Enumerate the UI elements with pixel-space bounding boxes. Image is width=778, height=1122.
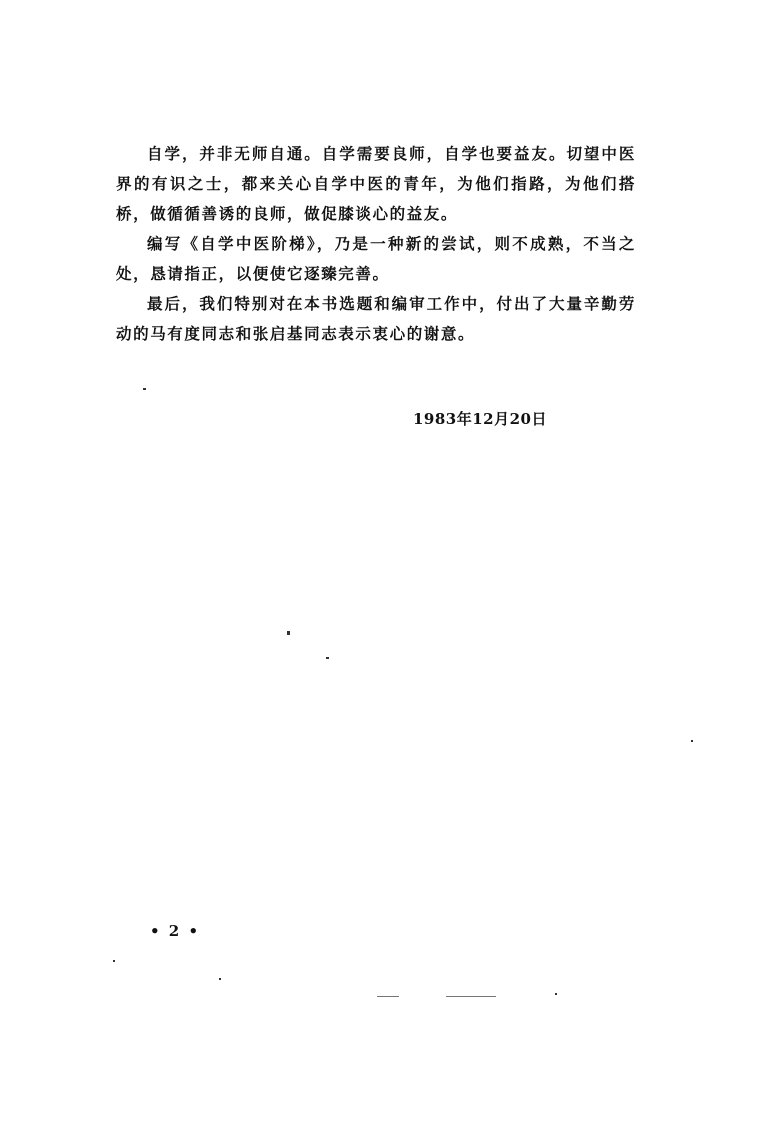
scan-speck bbox=[143, 388, 146, 390]
paragraph-acknowledgement: 最后，我们特别对在本书选题和编审工作中，付出了大量辛勤劳动的马有度同志和张启基同志表示衷心的谢意。 bbox=[116, 294, 636, 343]
scan-speck bbox=[287, 631, 290, 635]
paragraph-self-study: 自学，并非无师自通。自学需要良师，自学也要益友。切望中医界的有识之士，都来关心自学中医的青年，为他们指路，为他们搭桥，做循循善诱的良师，做促膝谈心的益友。 bbox=[116, 144, 636, 223]
scan-speck bbox=[377, 996, 399, 997]
scan-speck bbox=[691, 740, 693, 742]
scan-speck bbox=[219, 978, 221, 980]
scan-speck bbox=[113, 960, 115, 962]
scan-speck bbox=[326, 657, 329, 659]
preface-body bbox=[116, 139, 636, 349]
scan-speck bbox=[555, 993, 557, 995]
preface-date: 1983年12月20日 bbox=[413, 410, 547, 428]
paragraph-new-attempt: 编写《自学中医阶梯》，乃是一种新的尝试，则不成熟，不当之处，恳请指正，以便使它逐臻完善。 bbox=[116, 234, 636, 283]
page-number: • 2 • bbox=[150, 922, 201, 940]
scan-speck bbox=[446, 996, 496, 997]
